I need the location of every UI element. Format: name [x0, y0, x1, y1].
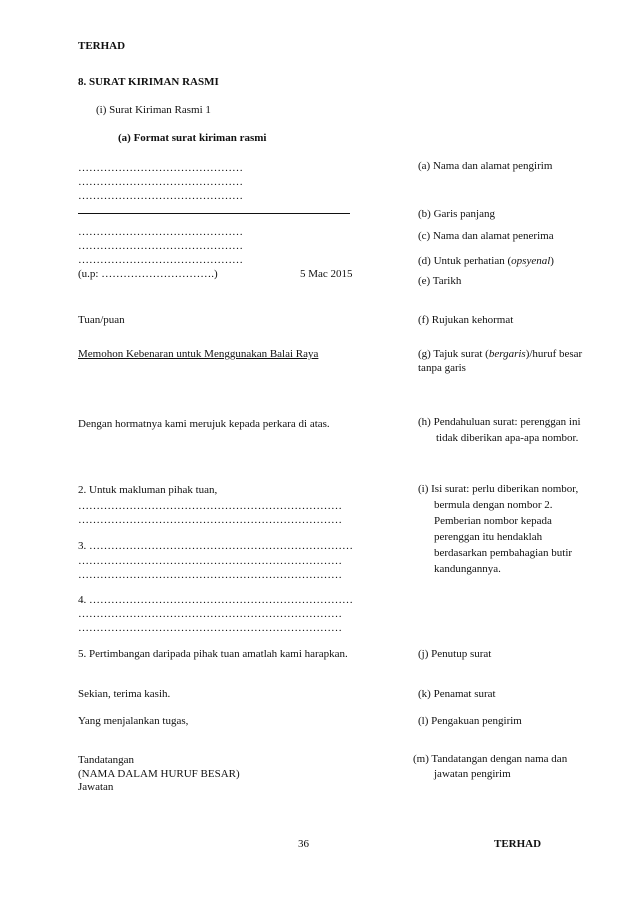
closing-paragraph: 5. Pertimbangan daripada pihak tuan amatlah kami harapkan. [78, 648, 348, 660]
section-title: 8. SURAT KIRIMAN RASMI [78, 76, 219, 88]
sender-address-line: ……………………………………… [78, 162, 243, 174]
item-4-dots: ……………………………………………………………… [78, 608, 342, 620]
note-i-line6: kandungannya. [434, 563, 501, 575]
note-a: (a) Nama dan alamat pengirim [418, 160, 553, 172]
intro-paragraph: Dengan hormatnya kami merujuk kepada perkara di atas. [78, 418, 330, 430]
section-subheading: (a) Format surat kiriman rasmi [118, 132, 267, 144]
note-g: (g) Tajuk surat (bergaris)/huruf besar [418, 348, 583, 360]
page-number: 36 [298, 838, 309, 850]
note-m-line2: jawatan pengirim [434, 768, 511, 780]
note-i-line5: berdasarkan pembahagian butir [434, 547, 573, 559]
farewell: Sekian, terima kasih. [78, 688, 171, 700]
item-4-dots: ……………………………………………………………… [78, 622, 342, 634]
note-i-line3: Pemberian nombor kepada [434, 515, 552, 527]
item-4-line: 4. ……………………………………………………………… [78, 594, 353, 606]
signature-label: Tandatangan [78, 754, 135, 766]
sender-address-line: ……………………………………… [78, 190, 243, 202]
note-c: (c) Nama dan alamat penerima [418, 230, 554, 242]
note-d: (d) Untuk perhatian (opsyenal) [418, 255, 554, 267]
salutation: Tuan/puan [78, 314, 125, 326]
note-l: (l) Pengakuan pengirim [418, 715, 522, 727]
footer-classification: TERHAD [494, 838, 542, 850]
note-m: (m) Tandatangan dengan nama dan [413, 753, 568, 765]
item-2-dots: ……………………………………………………………… [78, 500, 342, 512]
item-2-text: 2. Untuk makluman pihak tuan, [78, 484, 218, 496]
item-3-line: 3. ……………………………………………………………… [78, 540, 353, 552]
note-h-line2: tidak diberikan apa-apa nombor. [436, 432, 579, 444]
note-i-line2: bermula dengan nombor 2. [434, 499, 553, 511]
note-g-line2: tanpa garis [418, 362, 466, 374]
long-rule [78, 213, 350, 214]
note-e: (e) Tarikh [418, 275, 462, 287]
name-label: (NAMA DALAM HURUF BESAR) [78, 768, 240, 780]
recipient-address-line: ……………………………………… [78, 226, 243, 238]
header-classification: TERHAD [78, 40, 126, 52]
item-3-dots: ……………………………………………………………… [78, 555, 342, 567]
recipient-address-line: ……………………………………… [78, 254, 243, 266]
section-subtitle: (i) Surat Kiriman Rasmi 1 [96, 104, 211, 116]
note-i: (i) Isi surat: perlu diberikan nombor, [418, 483, 579, 495]
note-k: (k) Penamat surat [418, 688, 496, 700]
note-j: (j) Penutup surat [418, 648, 492, 660]
note-b: (b) Garis panjang [418, 208, 495, 220]
sender-address-line: ……………………………………… [78, 176, 243, 188]
attention-line: (u.p: ………………………….) [78, 268, 218, 280]
letter-date: 5 Mac 2015 [300, 268, 353, 280]
item-3-dots: ……………………………………………………………… [78, 569, 342, 581]
letter-subject: Memohon Kebenaran untuk Menggunakan Balai Raya [78, 348, 319, 360]
servant-line: Yang menjalankan tugas, [78, 715, 189, 727]
note-f: (f) Rujukan kehormat [418, 314, 514, 326]
note-i-line4: perenggan itu hendaklah [434, 531, 543, 543]
recipient-address-line: ……………………………………… [78, 240, 243, 252]
note-h: (h) Pendahuluan surat: perenggan ini [418, 416, 581, 428]
position-label: Jawatan [78, 781, 114, 793]
item-2-dots: ……………………………………………………………… [78, 514, 342, 526]
